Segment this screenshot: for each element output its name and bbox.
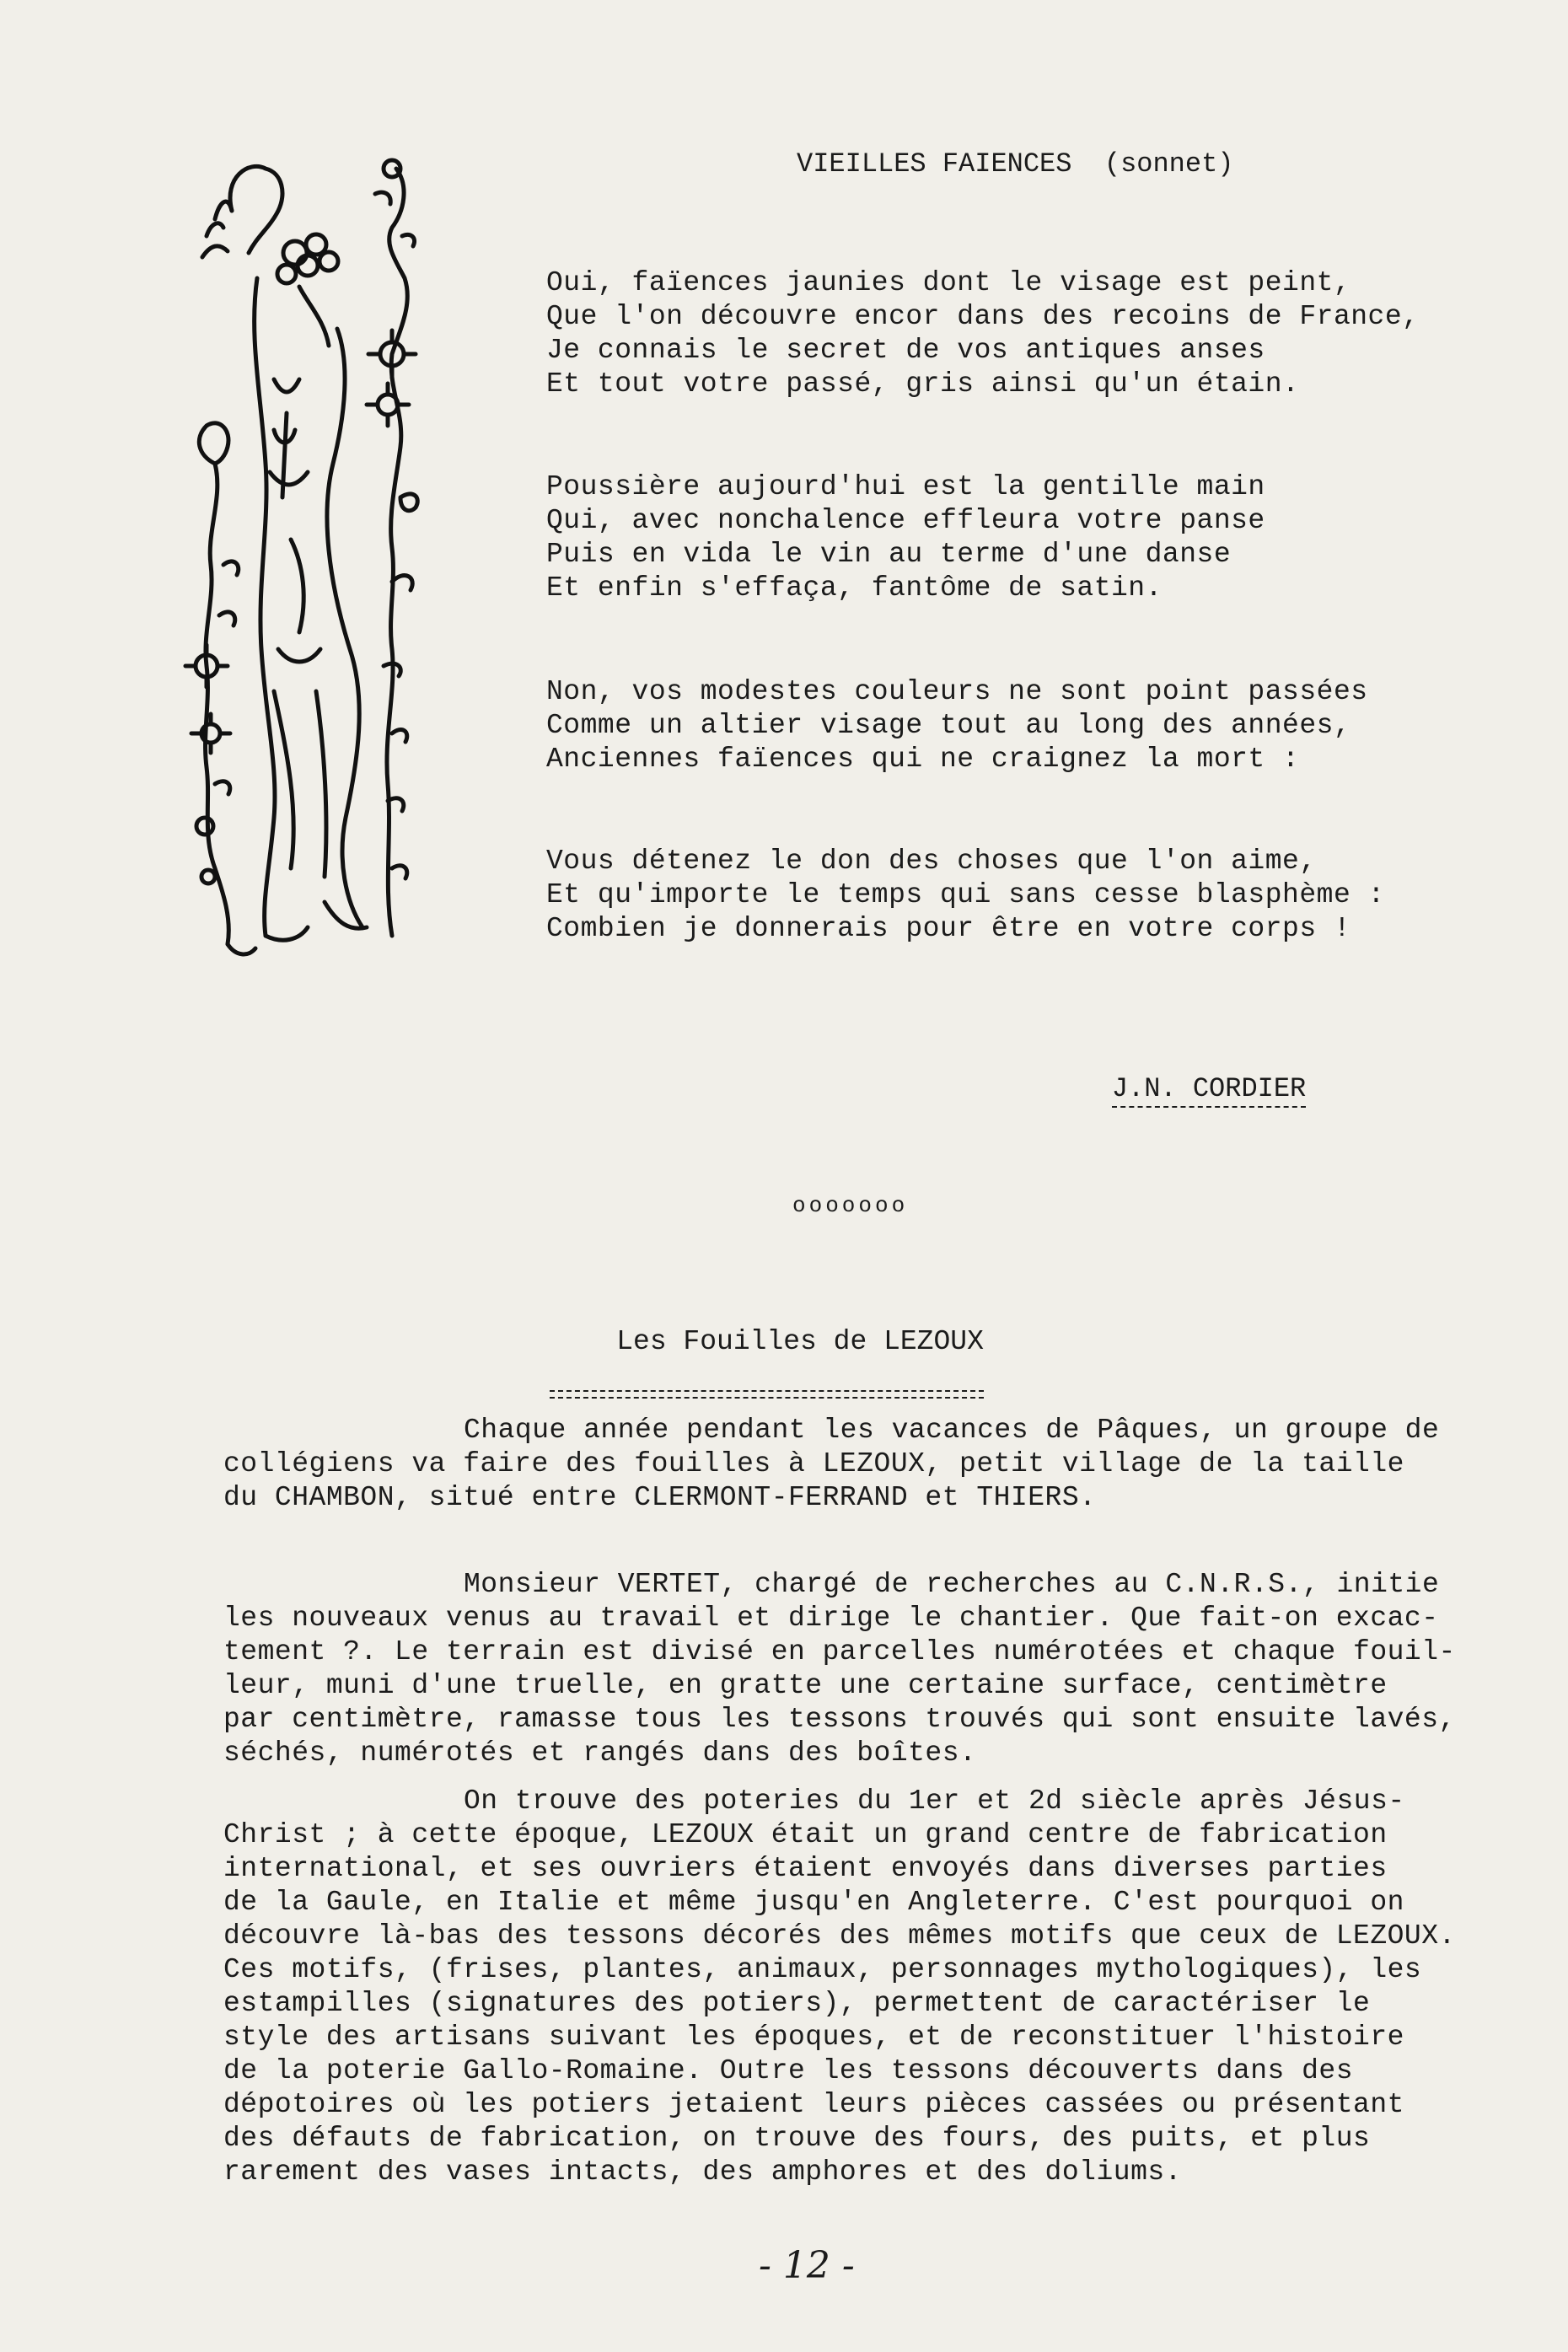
paragraph-line: de la poterie Gallo-Romaine. Outre les tessons découverts dans des	[223, 2055, 1354, 2086]
poem-line: Et enfin s'effaça, fantôme de satin.	[546, 572, 1163, 604]
figure-illustration	[181, 143, 434, 969]
poem-line: Poussière aujourd'hui est la gentille main	[546, 471, 1265, 502]
paragraph-line: collégiens va faire des fouilles à LEZOUX, petit village de la taille	[223, 1448, 1404, 1479]
poem-line: Que l'on découvre encor dans des recoins de France,	[546, 301, 1420, 332]
paragraph-line: Ces motifs, (frises, plantes, animaux, personnages mythologiques), les	[223, 1954, 1422, 1985]
paragraph-line: international, et ses ouvriers étaient envoyés dans diverses parties	[223, 1853, 1388, 1884]
article-title-underline	[550, 1390, 984, 1399]
poem-line: Je connais le secret de vos antiques anses	[546, 335, 1265, 366]
paragraph-line: de la Gaule, en Italie et même jusqu'en Angleterre. C'est pourquoi on	[223, 1887, 1404, 1918]
paragraph-line: Chaque année pendant les vacances de Pâques, un groupe de	[464, 1415, 1440, 1446]
section-divider: ooooooo	[792, 1193, 909, 1218]
paragraph-line: leur, muni d'une truelle, en gratte une certaine surface, centimètre	[223, 1670, 1388, 1701]
paragraph-line: estampilles (signatures des potiers), permettent de caractériser le	[223, 1988, 1371, 2019]
poem-line: Anciennes faïences qui ne craignez la mort :	[546, 744, 1300, 775]
paragraph-line: découvre là-bas des tessons décorés des mêmes motifs que ceux de LEZOUX.	[223, 1920, 1456, 1952]
paragraph-line: tement ?. Le terrain est divisé en parcelles numérotées et chaque fouil-	[223, 1636, 1456, 1667]
paragraph-line: On trouve des poteries du 1er et 2d siècle après Jésus-	[464, 1785, 1405, 1817]
paragraph-line: style des artisans suivant les époques, et de reconstituer l'histoire	[223, 2022, 1404, 2053]
poem-line: Et qu'importe le temps qui sans cesse blasphème :	[546, 879, 1385, 910]
poem-line: Qui, avec nonchalence effleura votre panse	[546, 505, 1265, 536]
poem-line: Oui, faïences jaunies dont le visage est peint,	[546, 267, 1351, 298]
poem-line: Vous détenez le don des choses que l'on aime,	[546, 846, 1317, 877]
paragraph-line: dépotoires où les potiers jetaient leurs pièces cassées ou présentant	[223, 2089, 1404, 2120]
poem-line: Non, vos modestes couleurs ne sont point passées	[546, 676, 1368, 707]
article-title-text: Les Fouilles de LEZOUX	[616, 1326, 984, 1357]
paragraph-line: Christ ; à cette époque, LEZOUX était un grand centre de fabrication	[223, 1819, 1388, 1850]
paragraph-line: les nouveaux venus au travail et dirige le chantier. Que fait-on excac-	[223, 1603, 1439, 1634]
paragraph-line: par centimètre, ramasse tous les tessons trouvés qui sont ensuite lavés,	[223, 1704, 1456, 1735]
poem-author-name: J.N. CORDIER	[1112, 1073, 1306, 1108]
poem-line: Et tout votre passé, gris ainsi qu'un étain.	[546, 368, 1300, 400]
poem-line: Combien je donnerais pour être en votre corps !	[546, 913, 1351, 944]
poem-title: VIEILLES FAIENCES (sonnet)	[797, 148, 1234, 180]
poem-line: Puis en vida le vin au terme d'une danse	[546, 539, 1232, 570]
page-number: - 12 -	[759, 2244, 855, 2287]
poem-author	[1047, 1042, 1306, 1136]
poem-line: Comme un altier visage tout au long des années,	[546, 710, 1351, 741]
paragraph-line: des défauts de fabrication, on trouve des fours, des puits, et plus	[223, 2123, 1371, 2154]
paragraph-line: Monsieur VERTET, chargé de recherches au C.N.R.S., initie	[464, 1569, 1440, 1600]
paragraph-line: rarement des vases intacts, des amphores et des doliums.	[223, 2156, 1182, 2188]
paragraph-line: séchés, numérotés et rangés dans des boîtes.	[223, 1737, 977, 1769]
paragraph-line: du CHAMBON, situé entre CLERMONT-FERRAND et THIERS.	[223, 1482, 1097, 1513]
